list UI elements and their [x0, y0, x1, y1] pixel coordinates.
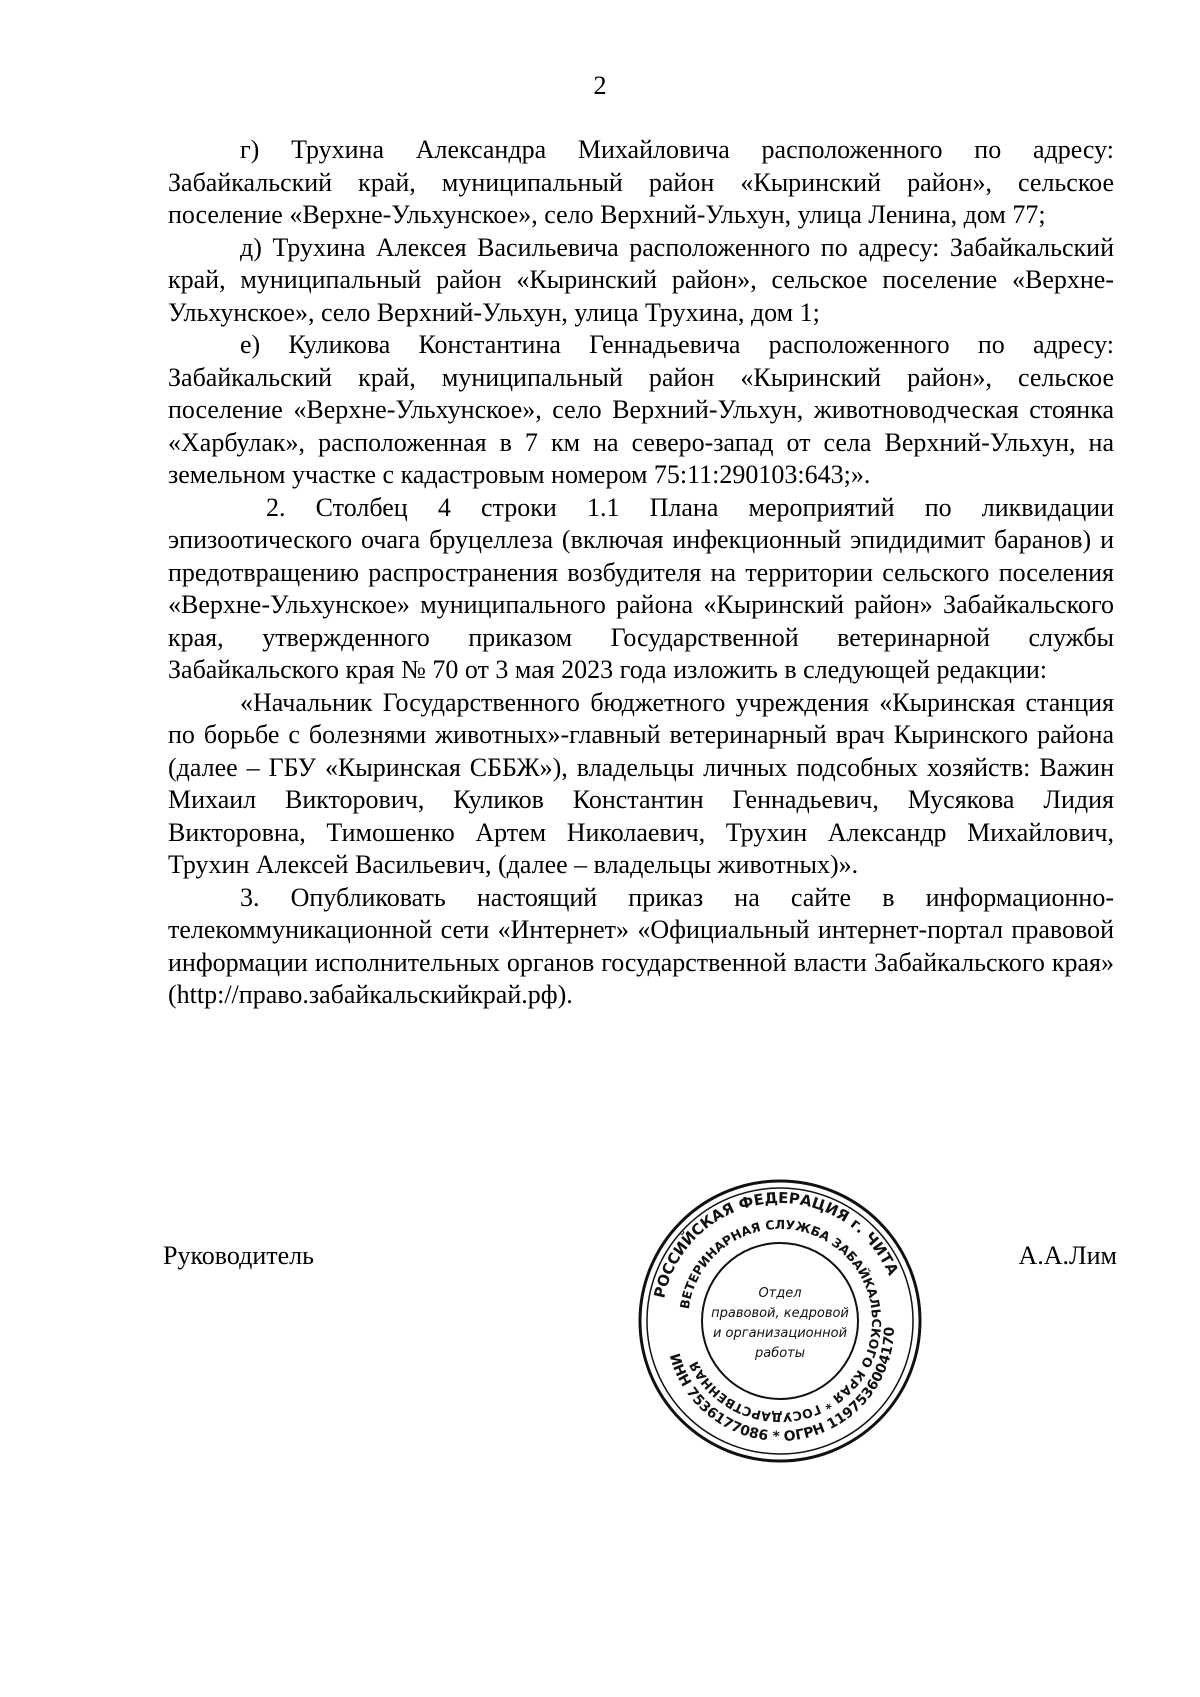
- stamp-center-line-1: Отдел: [758, 1286, 802, 1301]
- stamp-bottom-text: ИНН 7536177086 * ОГРН 1197536004170: [665, 1326, 899, 1446]
- document-body: [168, 134, 1114, 1012]
- stamp-center-line-2: правовой, кедровой: [711, 1306, 849, 1321]
- paragraph-item-2: 2. Столбец 4 строки 1.1 Плана мероприятий по ликвидации эпизоотического очага бруцеллеза (включая инфекционный эпидидимит баранов) и предотвращению распространения возбудителя на территории сельского поселения «Верхне-Ульхунское» муниципального района «Кыринский район» Забайкальского края, утвержденного приказом Государственной ветеринарной службы Забайкальского края № 70 от 3 мая 2023 года изложить в следующей редакции:: [168, 492, 1114, 684]
- stamp-inner-ring: [702, 1243, 858, 1399]
- stamp-middle-text: ВЕТЕРИНАРНАЯ СЛУЖБА ЗАБАЙКАЛЬСКОГО КРАЯ * ГОСУДАРСТВЕННАЯ: [676, 1216, 885, 1426]
- signature-title: Руководитель: [163, 1241, 314, 1270]
- signature-name: А.А.Лим: [1018, 1241, 1117, 1270]
- paragraph-g: г) Трухина Александра Михайловича расположенного по адресу: Забайкальский край, муниципальный район «Кыринский район», сельское поселение «Верхне-Ульхунское», село Верхний-Ульхун, улица Ленина, дом 77;: [168, 135, 1114, 229]
- paragraph-e: е) Куликова Константина Геннадьевича расположенного по адресу: Забайкальский край, муниципальный район «Кыринский район», сельское поселение «Верхне-Ульхунское», село Верхний-Ульхун, животноводческая стоянка «Харбулак», расположенная в 7 км на северо-запад от села Верхний-Ульхун, на земельном участке с кадастровым номером 75:11:290103:643;».: [168, 330, 1114, 489]
- stamp-center-line-3: и организационной: [712, 1326, 848, 1341]
- paragraph-item-3: 3. Опубликовать настоящий приказ на сайте в информационно-телекоммуникационной сети «Интернет» «Официальный интернет-портал правовой информации исполнительных органов государственной власти Забайкальского края» (http://право.забайкальскийкрай.рф).: [168, 882, 1114, 1009]
- stamp-outer-text: РОССИЙСКАЯ ФЕДЕРАЦИЯ г. ЧИТА: [650, 1188, 903, 1300]
- paragraph-quote: «Начальник Государственного бюджетного учреждения «Кыринская станция по борьбе с болезнями животных»-главный ветеринарный врач Кыринского района (далее – ГБУ «Кыринская СББЖ»), владельцы личных подсобных хозяйств: Важин Михаил Викторович, Куликов Константин Геннадьевич, Мусякова Лидия Викторовна, Тимошенко Артем Николаевич, Трухин Александр Михайлович, Трухин Алексей Васильевич, (далее – владельцы животных)».: [168, 687, 1114, 879]
- stamp-graphic: [636, 1177, 924, 1465]
- official-stamp: [636, 1177, 924, 1465]
- paragraph-d: д) Трухина Алексея Васильевича расположенного по адресу: Забайкальский край, муниципальный район «Кыринский район», сельское поселение «Верхне-Ульхунское», село Верхний-Ульхун, улица Трухина, дом 1;: [168, 232, 1114, 327]
- page-number: 2: [593, 71, 607, 100]
- stamp-center-line-4: работы: [754, 1346, 806, 1361]
